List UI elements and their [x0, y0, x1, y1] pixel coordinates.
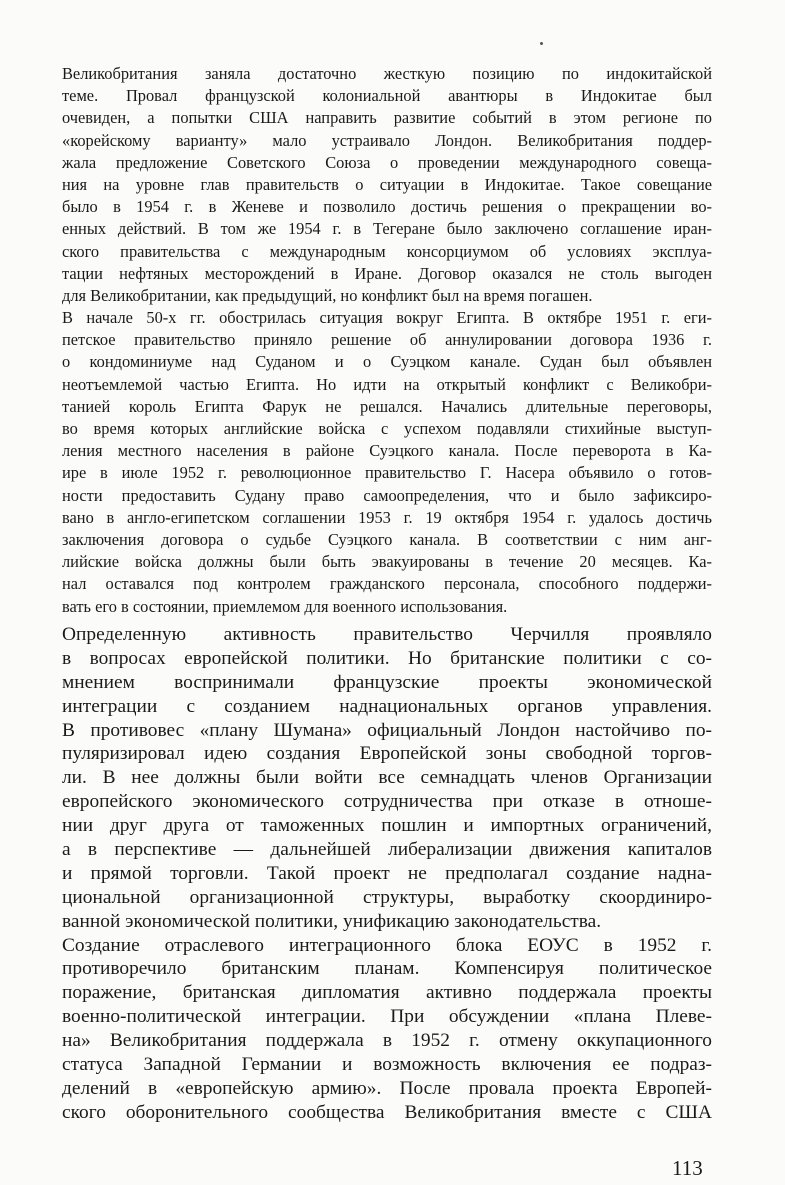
text-line: о кондоминиуме над Суданом и о Суэцком канале. Судан был объявлен [62, 352, 712, 372]
text-line: для Великобритании, как предыдущий, но конфликт был на время погашен. [62, 285, 593, 305]
text-line: Создание отраслевого интеграционного блока ЕОУС в 1952 г. [62, 934, 712, 956]
text-line: жала предложение Советского Союза о проведении международного совеща- [62, 152, 712, 172]
text-line: на» Великобритания поддержала в 1952 г. отмену оккупационного [62, 1030, 712, 1052]
text-line: В противовес «плану Шумана» официальный Лондон настойчиво по- [62, 719, 712, 741]
text-line: циональной организационной структуры, выработку скоординиро- [62, 886, 712, 908]
text-line: вано в англо-египетском соглашении 1953 г. 19 октября 1954 г. удалось достичь [62, 507, 712, 527]
page-number: 113 [672, 1156, 703, 1180]
text-line: ского правительства с международным консорциумом об условиях эксплуа- [62, 241, 712, 261]
text-line: очевиден, а попытки США направить развитие событий в этом регионе по [62, 108, 712, 128]
text-line: поражение, британская дипломатия активно поддержала проекты [62, 982, 712, 1004]
text-line: ности предоставить Судану право самоопределения, что и было зафиксиро- [62, 485, 712, 505]
paragraphs-small-print [62, 63, 712, 618]
text-line: В начале 50-х гг. обострилась ситуация вокруг Египта. В октябре 1951 г. еги- [62, 308, 712, 328]
text-line: Великобритания заняла достаточно жесткую позицию по индокитайской [62, 64, 712, 83]
print-speck [540, 42, 543, 45]
text-line: вать его в состоянии, приемлемом для военного использования. [62, 596, 508, 616]
text-line: статуса Западной Германии и возможность включения ее подраз- [62, 1054, 712, 1076]
text-line: лийские войска должны были быть эвакуированы в течение 20 месяцев. Ка- [62, 552, 712, 572]
text-line: нии друг друга от таможенных пошлин и импортных ограничений, [62, 815, 712, 837]
text-line: ванной экономической политики, унификацию законодательства. [62, 910, 602, 932]
text-line: енных действий. В том же 1954 г. в Тегеране было заключено соглашение иран- [62, 219, 712, 239]
text-line: а в перспективе — дальнейшей либерализации движения капиталов [62, 839, 712, 861]
text-line: нал оставался под контролем гражданского персонала, способного поддержи- [62, 574, 712, 594]
text-line: ния на уровне глав правительств о ситуации в Индокитае. Такое совещание [62, 174, 712, 194]
text-line: тации нефтяных месторождений в Иране. Договор оказался не столь выгоден [62, 263, 712, 283]
text-line: теме. Провал французской колониальной авантюры в Индокитае был [62, 86, 712, 106]
text-line: пуляризировал идею создания Европейской зоны свободной торгов- [62, 743, 712, 765]
text-line: во время которых английские войска с успехом подавляли стихийные выступ- [62, 419, 712, 438]
text-line: танией король Египта Фарук не решался. Начались длительные переговоры, [62, 396, 712, 416]
text-line: ли. В нее должны были войти все семнадцать членов Организации [62, 767, 712, 789]
text-line: ского оборонительного сообщества Великобритания вместе с США [62, 1101, 712, 1123]
text-line: петское правительство приняло решение об аннулировании договора 1936 г. [62, 330, 712, 350]
text-line: военно-политической интеграции. При обсуждении «плана Плеве- [62, 1006, 712, 1028]
text-line: противоречило британским планам. Компенсируя политическое [62, 958, 712, 980]
text-line: заключения договора о судьбе Суэцкого канала. В соответствии с ним анг- [62, 529, 712, 549]
text-line: в вопросах европейской политики. Но британские политики с со- [62, 647, 712, 669]
text-line: неотъемлемой частью Египта. Но идти на открытый конфликт с Великобри- [62, 374, 712, 394]
text-line: было в 1954 г. в Женеве и позволило достичь решения о прекращении во- [62, 197, 712, 217]
paragraphs-main-print [62, 623, 712, 1125]
text-line: и прямой торговли. Такой проект не предполагал создание надна- [62, 862, 712, 884]
text-line: Определенную активность правительство Черчилля проявляло [62, 624, 712, 645]
text-line: мнением воспринимали французские проекты экономической [62, 671, 712, 693]
text-line: «корейскому варианту» мало устраивало Лондон. Великобритания поддер- [62, 130, 712, 150]
text-line: ире в июле 1952 г. революционное правительство Г. Насера объявило о готов- [62, 463, 712, 483]
text-line: делений в «европейскую армию». После провала проекта Европей- [62, 1077, 712, 1099]
text-line: европейского экономического сотрудничества при отказе в отноше- [62, 791, 712, 813]
text-line: ления местного населения в районе Суэцкого канала. После переворота в Ка- [62, 441, 712, 461]
text-line: интеграции с созданием наднациональных органов управления. [62, 695, 712, 717]
